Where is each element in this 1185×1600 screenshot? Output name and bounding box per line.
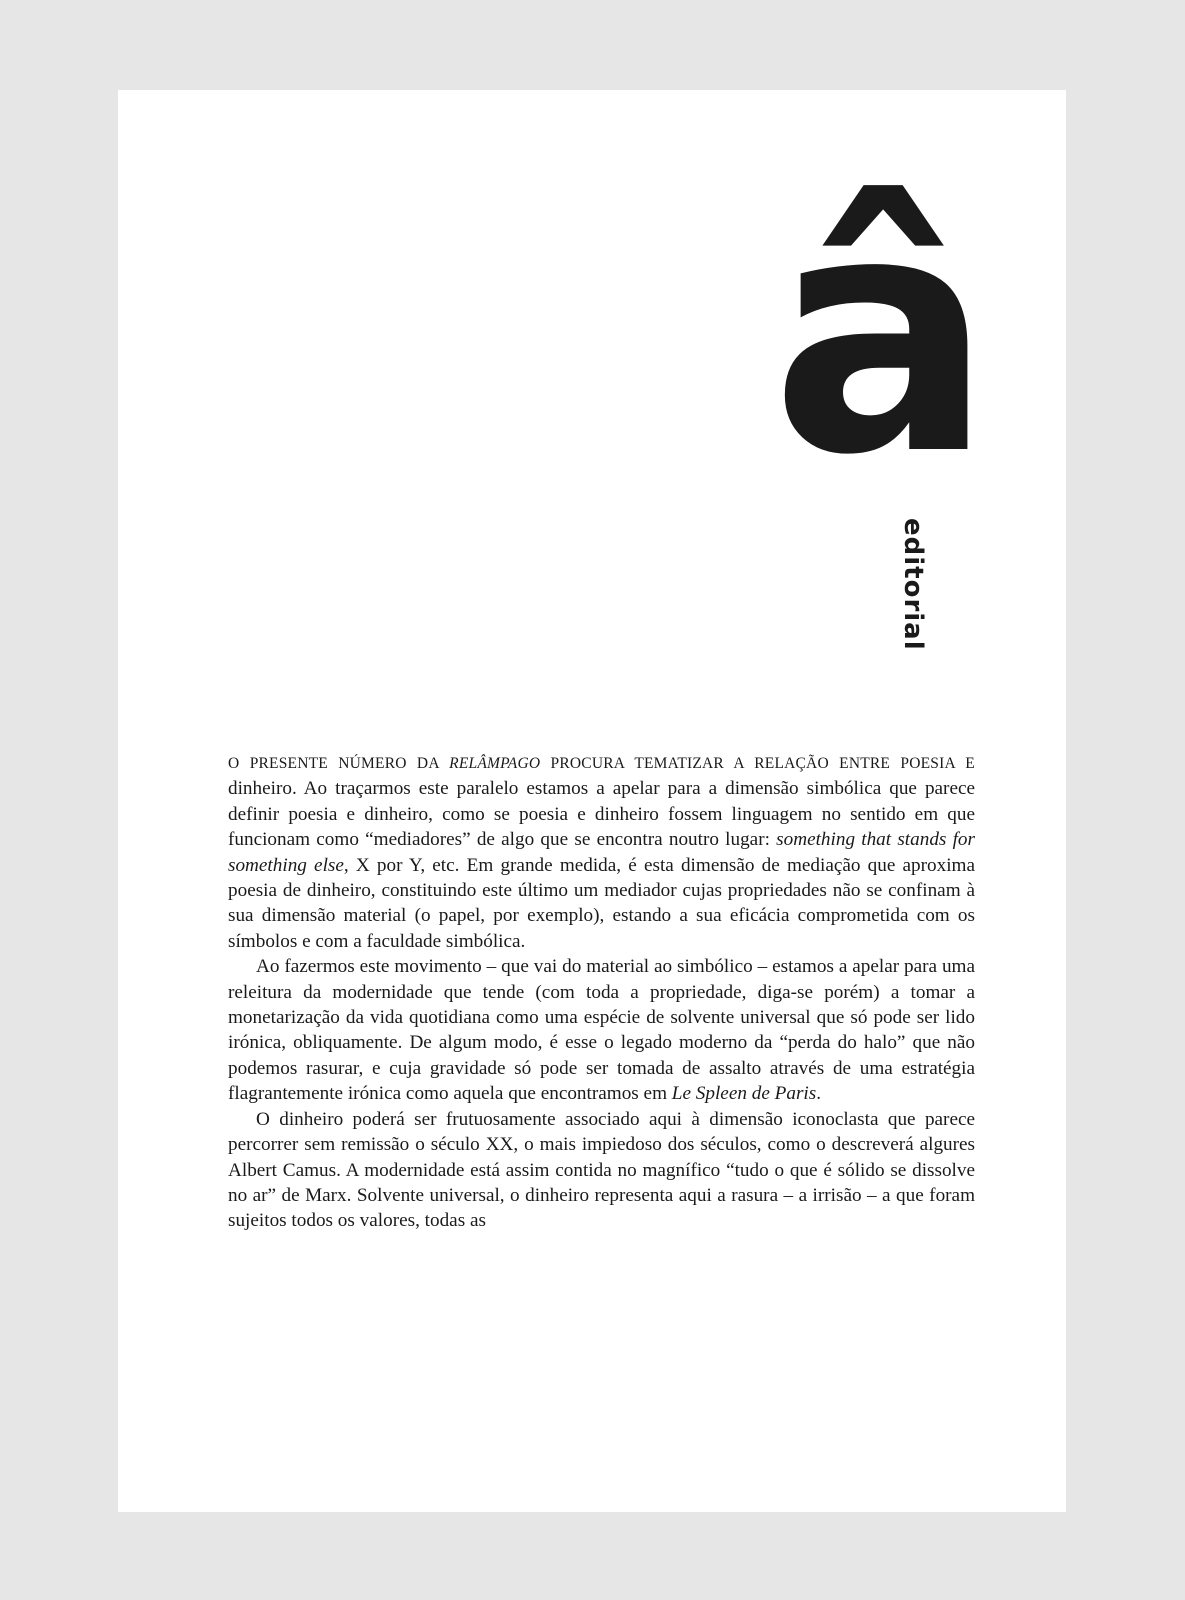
paragraph-2	[228, 954, 975, 1106]
opening-caps: O PRESENTE NÚMERO DA	[228, 755, 450, 772]
logo-glyph: â	[770, 143, 994, 527]
section-label: editorial	[898, 518, 928, 651]
paragraph-1-text: dinheiro. Ao traçarmos este paralelo estamos a apelar para a dimensão simbólica que parece definir poesia e dinheiro, como se poesia e dinheiro fossem linguagem no sentido em que funcionam como “mediadores” de algo que se encontra noutro lugar:	[228, 778, 975, 851]
opening-caps-continued: PROCURA TEMATIZAR A RELAÇÃO ENTRE POESIA E	[540, 755, 975, 772]
paragraph-2-text: Ao fazermos este movimento – que vai do material ao simbólico – estamos a apelar para uma releitura da modernidade que tende (com toda a propriedade, diga-se porém) a tomar a monetarização da vida quotidiana como uma espécie de solvente universal que só pode ser lido irónica, obliquamente. De algum modo, é esse o legado moderno da “perda do halo” que não podemos rasurar, e cuja gravidade só pode ser tomada de assalto através de uma estratégia flagrantemente irónica como aquela que encontramos em	[228, 956, 975, 1105]
paragraph-1-text-end: , X por Y, etc. Em grande medida, é esta dimensão de mediação que aproxima poesia de dinheiro, constituindo este último um mediador cujas propriedades não se confinam à sua dimensão material (o papel, por exemplo), estando a sua eficácia comprometida com os símbolos e com a faculdade simbólica.	[228, 854, 975, 952]
paragraph-2-title: Le Spleen de Paris	[671, 1083, 817, 1105]
paragraph-3: O dinheiro poderá ser frutuosamente associado aqui à dimensão iconoclasta que parece percorrer sem remissão o século XX, o mais impiedoso dos séculos, como o descreverá algures Albert Camus. A modernidade está assim contida no magnífico “tudo o que é sólido se dissolve no ar” de Marx. Solvente universal, o dinheiro representa aqui a rasura – a irrisão – a que foram sujeitos todos os valores, todas as	[228, 1108, 975, 1232]
paragraph-1	[228, 750, 975, 954]
editorial-body	[228, 750, 975, 1234]
paragraph-1-quote: something that stands for something else	[228, 829, 975, 876]
paragraph-2-text-end: .	[816, 1083, 822, 1105]
magazine-name: RELÂMPAGO	[449, 755, 541, 772]
